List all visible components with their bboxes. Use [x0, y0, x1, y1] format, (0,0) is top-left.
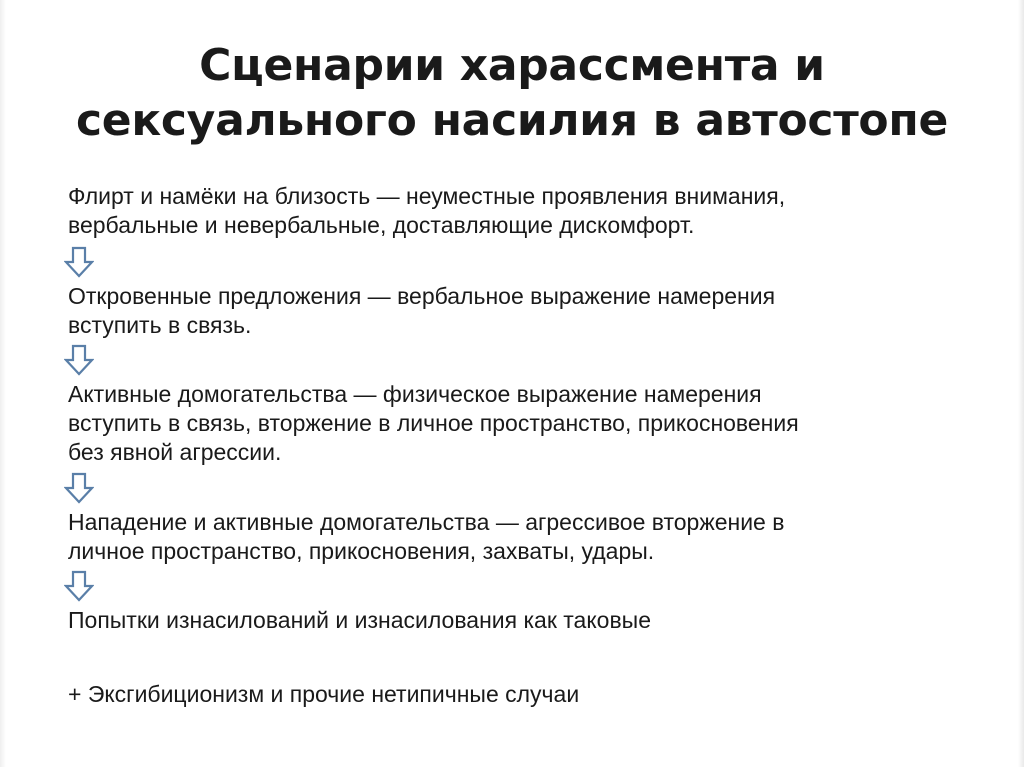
down-arrow-icon [64, 570, 94, 602]
footer-note [68, 680, 948, 709]
slide-edge-left [0, 0, 6, 767]
scenario-item-line: вербальные и невербальные, доставляющие дискомфорт. [68, 212, 695, 238]
scenario-item-line: Флирт и намёки на близость — неуместные проявления внимания, [68, 183, 786, 209]
scenario-item-line: Нападение и активные домогательства — агрессивое вторжение в [68, 509, 785, 535]
footer-note-text: + Эксгибиционизм и прочие нетипичные случаи [68, 681, 580, 707]
scenario-item-flirt [68, 182, 948, 240]
down-arrow-icon [64, 344, 94, 376]
scenario-item-line: вступить в связь, вторжение в личное пространство, прикосновения [68, 410, 799, 436]
scenario-item-line: Активные домогательства — физическое выражение намерения [68, 381, 762, 407]
slide-edge-right [1018, 0, 1024, 767]
slide-title [20, 38, 1004, 148]
scenario-item-line: Попытки изнасилований и изнасилования как таковые [68, 607, 652, 633]
scenario-item-explicit-offers [68, 282, 948, 340]
scenario-item-assault [68, 508, 948, 566]
scenario-item-line: вступить в связь. [68, 312, 252, 338]
slide-title-line-1: Сценарии харассмента и [199, 40, 825, 91]
down-arrow-icon [64, 472, 94, 504]
scenario-item-rape [68, 606, 948, 635]
scenario-item-line: Откровенные предложения — вербальное выражение намерения [68, 283, 776, 309]
scenario-item-active-harassment [68, 380, 948, 467]
scenario-item-line: личное пространство, прикосновения, захваты, удары. [68, 538, 655, 564]
slide-title-line-2: сексуального насилия в автостопе [76, 95, 948, 146]
scenario-item-line: без явной агрессии. [68, 439, 282, 465]
down-arrow-icon [64, 246, 94, 278]
